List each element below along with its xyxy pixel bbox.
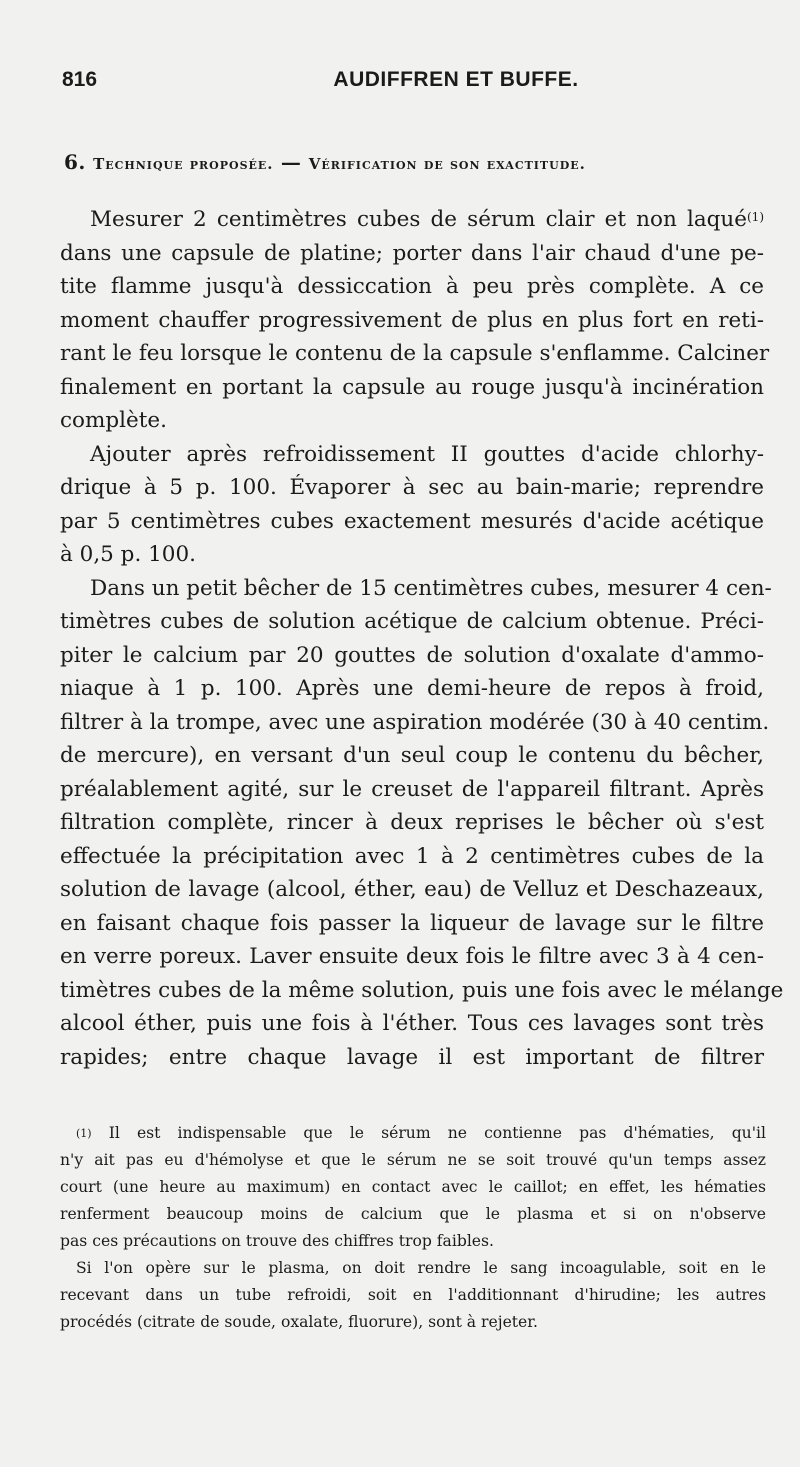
running-head: AUDIFFREN ET BUFFE.: [333, 68, 579, 91]
text-line: Dans un petit bêcher de 15 centimètres cubes, mesurer 4 cen-: [90, 575, 772, 601]
text-line: solution de lavage (alcool, éther, eau) de Velluz et Deschazeaux,: [60, 877, 764, 902]
text-line: rant le feu lorsque le contenu de la capsule s'enflamme. Calciner: [60, 341, 770, 366]
text-line: dans une capsule de platine; porter dans l'air chaud d'une pe-: [60, 240, 764, 266]
section-title-part1: Technique proposée.: [93, 155, 274, 173]
section-heading: [64, 150, 764, 174]
body-text: [60, 203, 784, 1074]
text-line: en verre poreux. Laver ensuite deux fois le filtre avec 3 à 4 cen-: [60, 944, 764, 969]
section-number: 6.: [64, 150, 86, 174]
section-title-part2: Vérification de son exactitude.: [308, 155, 586, 173]
text-line: par 5 centimètres cubes exactement mesurés d'acide acétique: [60, 508, 764, 534]
footnote-line: court (une heure au maximum) en contact avec le caillot; en effet, les hématies: [60, 1178, 766, 1196]
paragraph-1: [60, 203, 770, 438]
text-line: Ajouter après refroidissement II gouttes d'acide chlorhy-: [90, 441, 764, 467]
footnote-line: pas ces précautions on trouve des chiffres trop faibles.: [60, 1232, 494, 1250]
footnote-line: $^{(1)}$ Il est indispensable que le sérum ne contienne pas d'hématies, qu'il: [76, 1124, 766, 1142]
text-line: filtration complète, rincer à deux reprises le bêcher où s'est: [60, 810, 764, 835]
footnote-marker: (1): [76, 1127, 92, 1140]
footnote-reference: (1): [747, 210, 764, 224]
text-line: de mercure), en versant d'un seul coup le contenu du bêcher,: [60, 743, 764, 768]
text-line: complète.: [60, 408, 167, 433]
text-line: tite flamme jusqu'à dessiccation à peu près complète. A ce: [60, 274, 764, 299]
footnote-line: Si l'on opère sur le plasma, on doit rendre le sang incoagulable, soit en le: [76, 1259, 766, 1277]
page-header: [62, 68, 760, 100]
text-line: niaque à 1 p. 100. Après une demi-heure de repos à froid,: [60, 676, 764, 701]
text-line: à 0,5 p. 100.: [60, 542, 196, 567]
text-line: timètres cubes de solution acétique de calcium obtenue. Préci-: [60, 609, 764, 634]
text-line: rapides; entre chaque lavage il est important de filtrer: [60, 1044, 764, 1070]
text-line: finalement en portant la capsule au rouge jusqu'à incinération: [60, 374, 764, 400]
text-line: filtrer à la trompe, avec une aspiration modérée (30 à 40 centim.: [60, 709, 770, 735]
footnote-line: renferment beaucoup moins de calcium que le plasma et si on n'observe: [60, 1205, 766, 1223]
page-number: 816: [62, 68, 98, 91]
text-line: effectuée la précipitation avec 1 à 2 centimètres cubes de la: [60, 843, 764, 869]
text-line: préalablement agité, sur le creuset de l'appareil filtrant. Après: [60, 776, 764, 802]
text-line: timètres cubes de la même solution, puis une fois avec le mélange: [60, 977, 784, 1003]
text-line: piter le calcium par 20 gouttes de solution d'oxalate d'ammo-: [60, 642, 764, 668]
footnote-line: procédés (citrate de soude, oxalate, fluorure), sont à rejeter.: [60, 1313, 538, 1331]
footnote-line: recevant dans un tube refroidi, soit en l'additionnant d'hirudine; les autres: [60, 1286, 766, 1304]
footnotes: [60, 1120, 766, 1336]
text-line: alcool éther, puis une fois à l'éther. Tous ces lavages sont très: [60, 1011, 764, 1036]
text-line: moment chauffer progressivement de plus en plus fort en reti-: [60, 307, 764, 333]
text-line: Mesurer 2 centimètres cubes de sérum clair et non laqué$^{(1)}$: [90, 207, 764, 232]
section-dash: —: [280, 150, 302, 174]
text-line: drique à 5 p. 100. Évaporer à sec au bain-marie; reprendre: [60, 475, 764, 500]
footnote-line: n'y ait pas eu d'hémolyse et que le sérum ne se soit trouvé qu'un temps assez: [60, 1151, 766, 1169]
text-line: en faisant chaque fois passer la liqueur de lavage sur le filtre: [60, 910, 764, 936]
paragraph-2: [60, 438, 764, 572]
paragraph-3: [60, 572, 784, 1075]
